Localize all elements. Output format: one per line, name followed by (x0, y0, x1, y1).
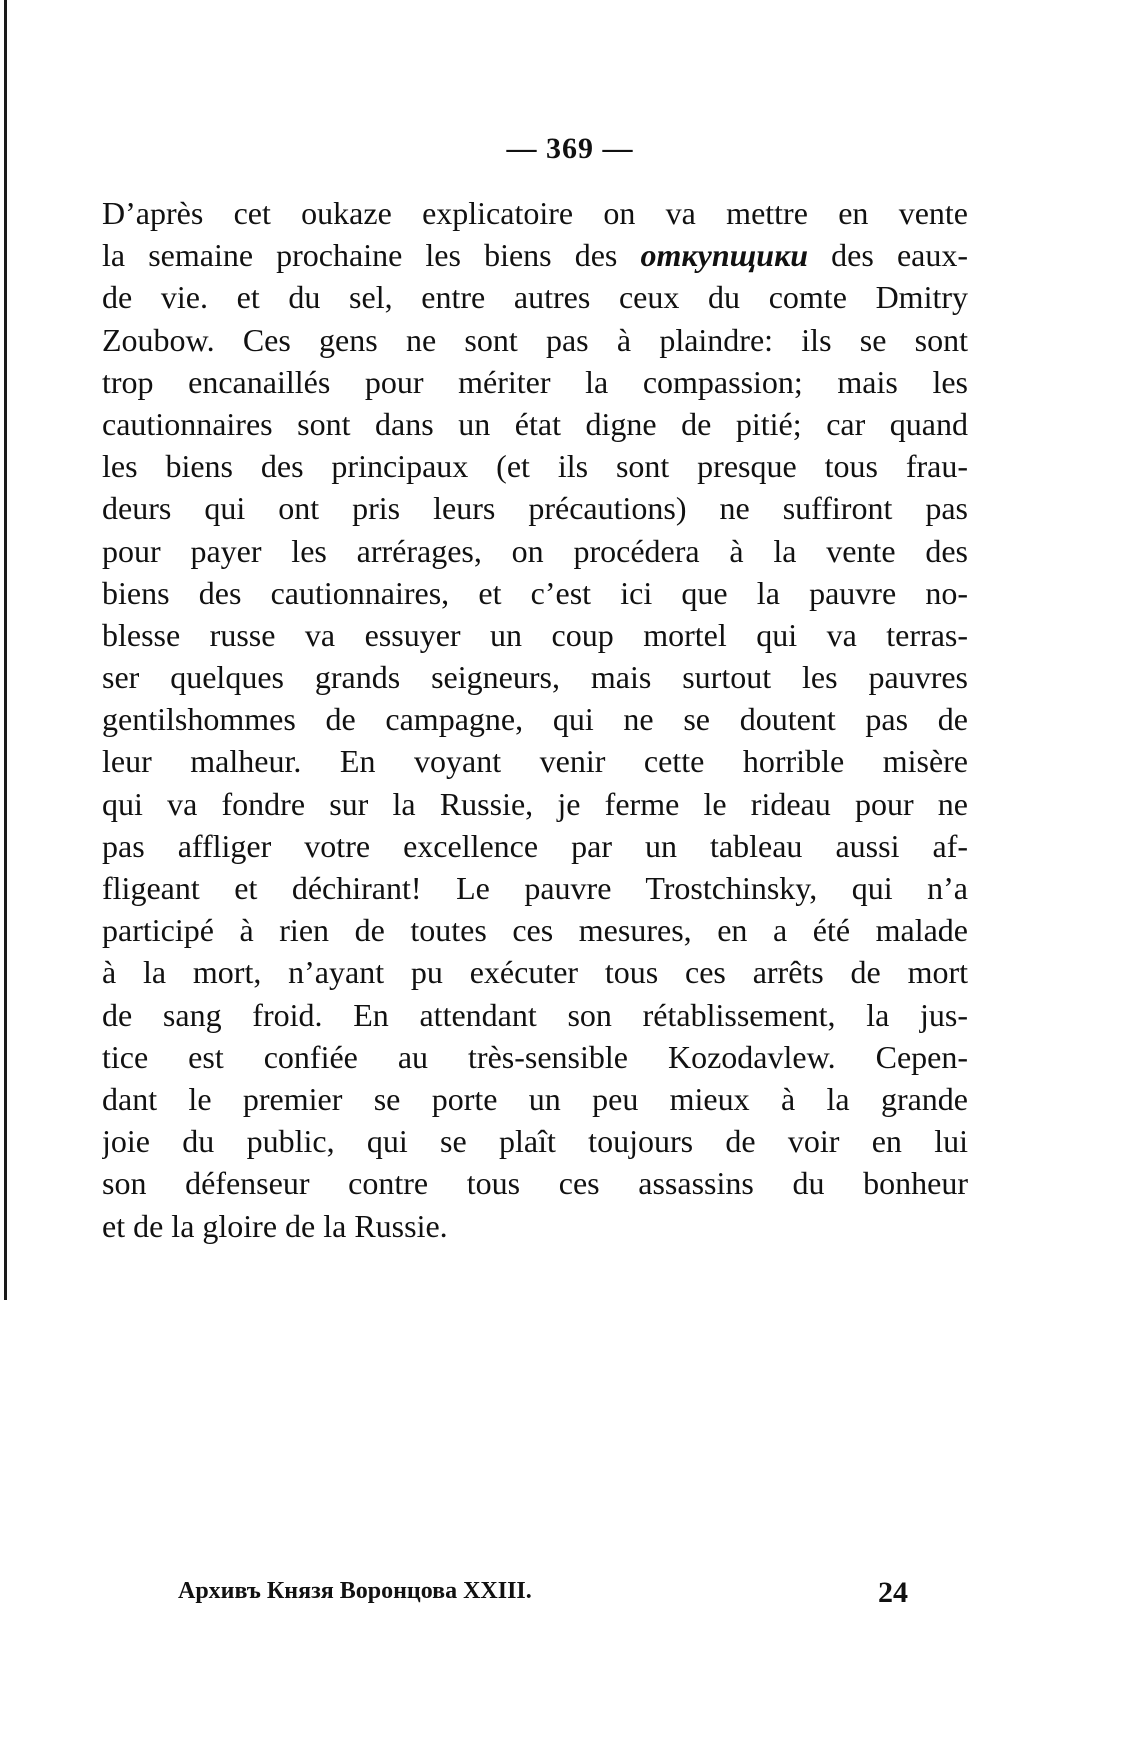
text-line: qui va fondre sur la Russie, je ferme le rideau pour ne (102, 785, 968, 822)
text-line: de sang froid. En attendant son rétablissement, la jus- (102, 996, 968, 1033)
text-line: D’après cet oukaze explicatoire on va mettre en vente (102, 195, 968, 231)
body-text (102, 192, 968, 1247)
text-line: la semaine prochaine les biens des откупщики des eaux- (102, 237, 968, 274)
text-line: fligeant et déchirant! Le pauvre Trostchinsky, qui n’a (102, 870, 968, 906)
russian-term: откупщики (640, 237, 809, 274)
text-line: les biens des principaux (et ils sont presque tous frau- (102, 448, 968, 485)
text-line: ser quelques grands seigneurs, mais surtout les pauvres (102, 659, 968, 696)
text-line: joie du public, qui se plaît toujours de voir en lui (102, 1123, 968, 1160)
text-line: pas affliger votre excellence par un tableau aussi af- (102, 827, 968, 864)
text-line: de vie. et du sel, entre autres ceux du comte Dmitry (102, 279, 968, 316)
page-number: — 369 — (506, 132, 634, 165)
text-line: Zoubow. Ces gens ne sont pas à plaindre: ils se sont (102, 321, 968, 358)
text-line: leur malheur. En voyant venir cette horrible misère (102, 743, 968, 780)
text-line: participé à rien de toutes ces mesures, en a été malade (102, 912, 968, 949)
text-line: biens des cautionnaires, et c’est ici que la pauvre no- (102, 574, 968, 611)
text-line: trop encanaillés pour mériter la compassion; mais les (102, 363, 968, 400)
text-line: tice est confiée au très-sensible Kozodavlew. Cepen- (102, 1038, 968, 1075)
scan-edge-line (4, 0, 7, 1300)
text-line: gentilshommes de campagne, qui ne se doutent pas de (102, 701, 968, 738)
text-line: deurs qui ont pris leurs précautions) ne suffiront pas (102, 490, 968, 527)
text-line: pour payer les arrérages, on procédera à la vente des (102, 532, 968, 569)
text-line: blesse russe va essuyer un coup mortel qui va terras- (102, 616, 968, 653)
text-line: son défenseur contre tous ces assassins du bonheur (102, 1165, 968, 1202)
sheet-number: 24 (878, 1576, 908, 1609)
text-line: dant le premier se porte un peu mieux à la grande (102, 1080, 968, 1117)
signature-mark: Архивъ Князя Воронцова XXIII. (178, 1578, 532, 1604)
text-line: à la mort, n’ayant pu exécuter tous ces arrêts de mort (102, 954, 968, 991)
text-line: cautionnaires sont dans un état digne de pitié; car quand (102, 405, 968, 442)
text-line: et de la gloire de la Russie. (102, 1207, 448, 1244)
